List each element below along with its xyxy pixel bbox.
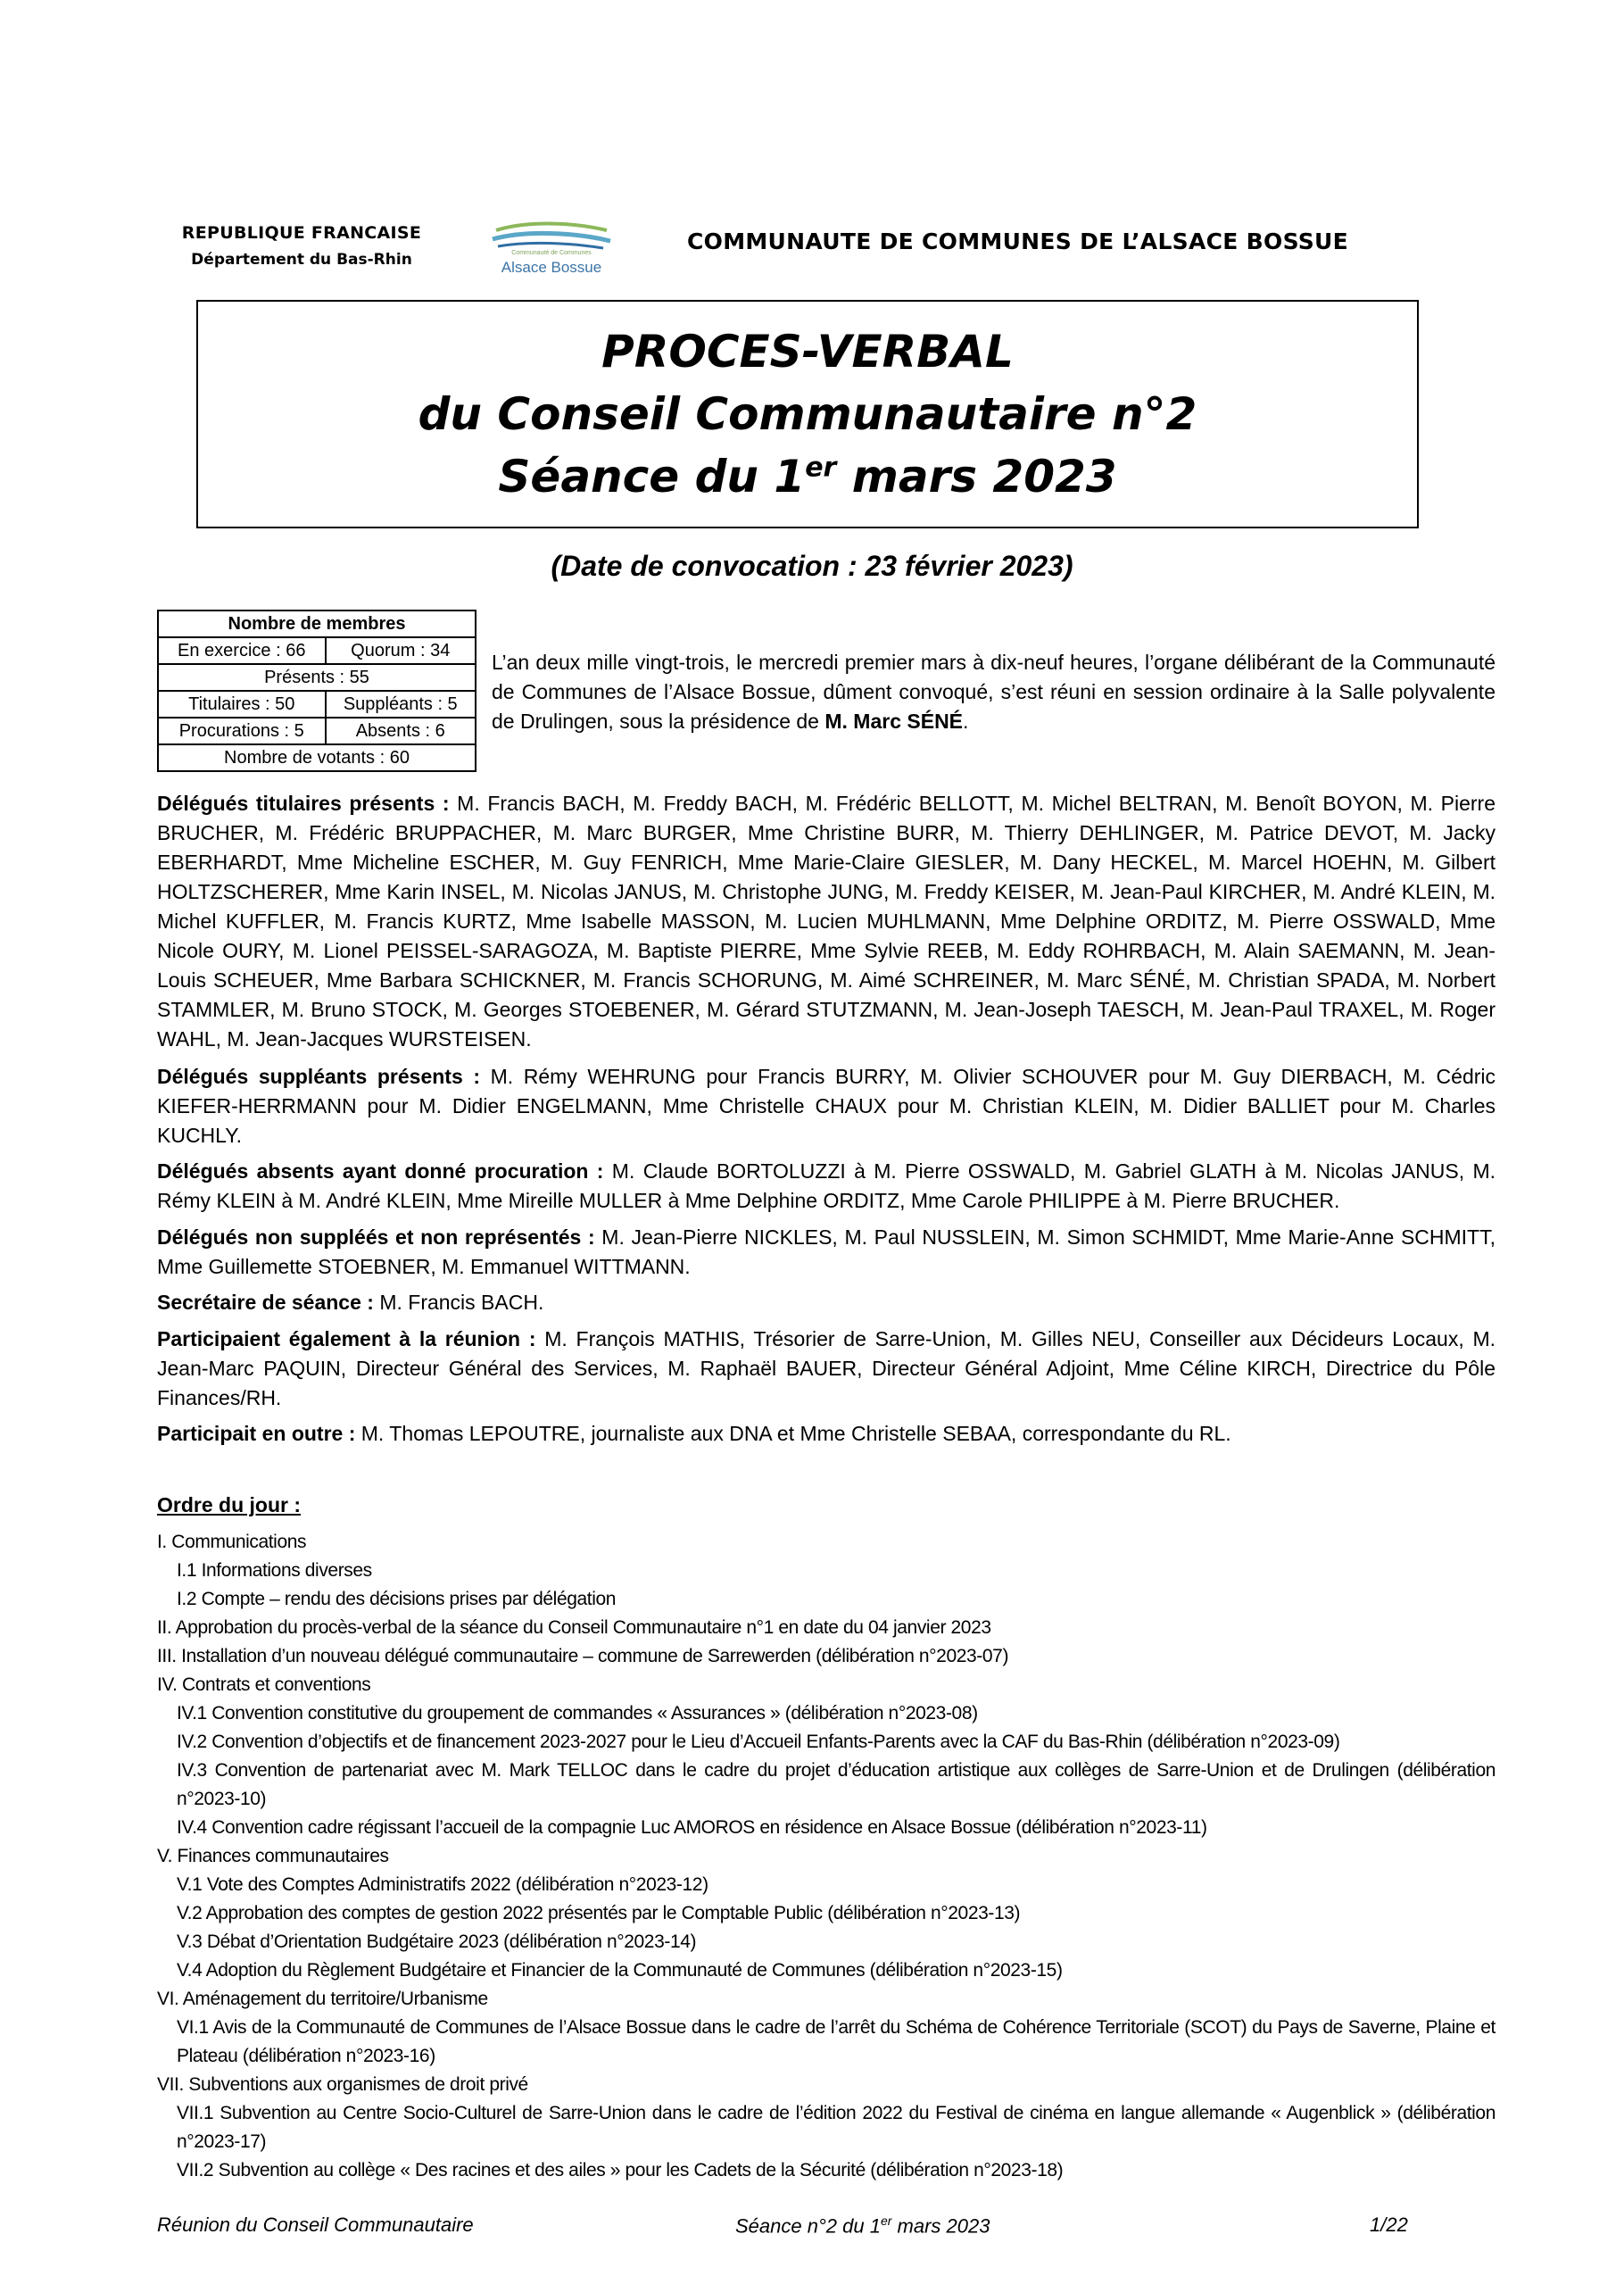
- footer-center-sup: er: [880, 2214, 892, 2228]
- agenda-item: IV.3 Convention de partenariat avec M. Mark TELLOC dans le cadre du projet d’éducation artistique aux collèges de Sarre-Union et de Drulingen (délibération n°2023-10): [177, 1760, 1496, 1809]
- convocation-date: [0, 550, 1624, 583]
- section-text: M. Rémy WEHRUNG pour Francis BURRY, M. Olivier SCHOUVER pour M. Guy DIERBACH, M. Cédric KIEFER-HERRMANN pour M. Didier ENGELMANN, Mme Christelle CHAUX pour M. Christian KLEIN, M. Didier BALLIET pour M. Charles KUCHLY.: [157, 1065, 1496, 1147]
- members-quorum: Quorum : 34: [326, 637, 476, 664]
- title-box: [196, 300, 1419, 528]
- section-presse: [157, 1419, 1496, 1449]
- agenda-item: IV.1 Convention constitutive du groupement de commandes « Assurances » (délibération n°2023-08): [177, 1703, 978, 1724]
- agenda-item: V.2 Approbation des comptes de gestion 2022 présentés par le Comptable Public (délibération n°2023-13): [177, 1903, 1021, 1923]
- members-table: [157, 610, 476, 772]
- section-label: Délégués non suppléés et non représentés :: [157, 1225, 595, 1249]
- agenda-item: IV.4 Convention cadre régissant l’accueil de la compagnie Luc AMOROS en résidence en Alsace Bossue (délibération n°2023-11): [177, 1817, 1207, 1838]
- ordre-du-jour-title: Ordre du jour :: [157, 1493, 301, 1516]
- title-line3: [498, 445, 1116, 508]
- footer-center-post: mars 2023: [891, 2214, 990, 2238]
- logo-small-text: Communauté de Communes: [511, 250, 592, 256]
- agenda-item: III. Installation d’un nouveau délégué communautaire – commune de Sarrewerden (délibération n°2023-07): [157, 1646, 1009, 1666]
- agenda-item: I.1 Informations diverses: [177, 1560, 372, 1581]
- footer-page-number: 1/22: [1370, 2214, 1408, 2236]
- agenda-item: VII.1 Subvention au Centre Socio-Culturel de Sarre-Union dans le cadre de l’édition 2022 du Festival de cinéma en langue allemande « Augenblick » (délibération n°2023-17): [177, 2103, 1496, 2152]
- section-titulaires: [157, 789, 1496, 1054]
- intro-president: M. Marc SÉNÉ: [824, 710, 964, 733]
- agenda-item: V.3 Débat d’Orientation Budgétaire 2023 (délibération n°2023-14): [177, 1931, 697, 1952]
- agenda-item: VII.2 Subvention au collège « Des racines et des ailes » pour les Cadets de la Sécurité (délibération n°2023-18): [177, 2160, 1064, 2180]
- republique-label: REPUBLIQUE FRANCAISE: [181, 223, 422, 243]
- agenda-list: [157, 1528, 1496, 2185]
- agenda-item: V. Finances communautaires: [157, 1846, 389, 1866]
- members-head: Nombre de membres: [158, 611, 476, 637]
- members-votants: Nombre de votants : 60: [158, 744, 476, 771]
- logo: [489, 218, 614, 280]
- header-left: [159, 220, 444, 273]
- section-text: M. Claude BORTOLUZZI à M. Pierre OSSWALD, M. Gabriel GLATH à M. Nicolas JANUS, M. Rémy KLEIN à M. André KLEIN, Mme Mireille MULLER à Mme Delphine ORDITZ, Mme Carole PHILIPPE à M. Pierre BRUCHER.: [157, 1159, 1496, 1212]
- section-text: M. Jean-Pierre NICKLES, M. Paul NUSSLEIN, M. Simon SCHMIDT, Mme Marie-Anne SCHMITT, Mme Guillemette STOEBNER, M. Emmanuel WITTMANN.: [157, 1225, 1496, 1278]
- convocation-text: (Date de convocation : 23 février 2023): [551, 550, 1073, 582]
- section-label: Participaient également à la réunion :: [157, 1327, 536, 1350]
- section-suppleants: [157, 1062, 1496, 1150]
- header-right: COMMUNAUTE DE COMMUNES DE L’ALSACE BOSSUE: [687, 228, 1349, 254]
- agenda-item: IV. Contrats et conventions: [157, 1674, 371, 1695]
- section-participants: [157, 1325, 1496, 1413]
- title-line3-sup: er: [805, 452, 837, 484]
- section-text: M. Thomas LEPOUTRE, journaliste aux DNA et Mme Christelle SEBAA, correspondante du RL.: [355, 1422, 1231, 1445]
- agenda-item: V.4 Adoption du Règlement Budgétaire et Financier de la Communauté de Communes (délibération n°2023-15): [177, 1960, 1063, 1981]
- section-label: Secrétaire de séance :: [157, 1291, 374, 1314]
- footer-center: [735, 2214, 990, 2238]
- agenda-item: VI.1 Avis de la Communauté de Communes de l’Alsace Bossue dans le cadre de l’arrêt du Schéma de Cohérence Territoriale (SCOT) du Pays de Saverne, Plaine et Plateau (délibération n°2023-16): [177, 2017, 1496, 2066]
- intro-text: L’an deux mille vingt-trois, le mercredi premier mars à dix-neuf heures, l’organe délibérant de la Communauté de Communes de l’Alsace Bossue, dûment convoqué, s’est réuni en session ordinaire à la Salle polyvalente de Drulingen, sous la présidence de: [492, 651, 1496, 733]
- section-text: M. Francis BACH.: [373, 1291, 544, 1314]
- section-non-representes: [157, 1223, 1496, 1282]
- section-text: M. Francis BACH, M. Freddy BACH, M. Frédéric BELLOTT, M. Michel BELTRAN, M. Benoît BOYON, M. Pierre BRUCHER, M. Frédéric BRUPPACHER, M. Marc BURGER, Mme Christine BURR, M. Thierry DEHLINGER, M. Patrice DEVOT, M. Jacky EBERHARDT, Mme Micheline ESCHER, M. Guy FENRICH, Mme Marie-Claire GIESLER, M. Dany HECKEL, M. Marcel HOEHN, M. Gilbert HOLTZSCHERER, Mme Karin INSEL, M. Nicolas JANUS, M. Christophe JUNG, M. Freddy KEISER, M. Jean-Paul KIRCHER, M. André KLEIN, M. Michel KUFFLER, M. Francis KURTZ, Mme Isabelle MASSON, M. Lucien MUHLMANN, Mme Delphine ORDITZ, M. Pierre OSSWALD, Mme Nicole OURY, M. Lionel PEISSEL-SARAGOZA, M. Baptiste PIERRE, Mme Sylvie REEB, M. Eddy ROHRBACH, M. Alain SAEMANN, M. Jean-Louis SCHEUER, Mme Barbara SCHICKNER, M. Francis SCHORUNG, M. Aimé SCHREINER, M. Marc SÉNÉ, M. Christian SPADA, M. Norbert STAMMLER, M. Bruno STOCK, M. Georges STOEBENER, M. Gérard STUTZMANN, M. Jean-Joseph TAESCH, M. Jean-Paul TRAXEL, M. Roger WAHL, M. Jean-Jacques WURSTEISEN.: [157, 792, 1496, 1051]
- members-titulaires: Titulaires : 50: [158, 691, 326, 718]
- members-absents: Absents : 6: [326, 718, 476, 744]
- members-suppleants: Suppléants : 5: [326, 691, 476, 718]
- agenda-item: II. Approbation du procès-verbal de la séance du Conseil Communautaire n°1 en date du 04 janvier 2023: [157, 1617, 991, 1638]
- members-procurations: Procurations : 5: [158, 718, 326, 744]
- footer-center-pre: Séance n°2 du 1: [735, 2214, 881, 2238]
- title-line3-post: mars 2023: [836, 451, 1117, 503]
- section-text: M. François MATHIS, Trésorier de Sarre-Union, M. Gilles NEU, Conseiller aux Décideurs Locaux, M. Jean-Marc PAQUIN, Directeur Général des Services, M. Raphaël BAUER, Directeur Général Adjoint, Mme Céline KIRCH, Directrice du Pôle Finances/RH.: [157, 1327, 1496, 1409]
- section-label: Délégués suppléants présents :: [157, 1065, 481, 1088]
- agenda-item: V.1 Vote des Comptes Administratifs 2022 (délibération n°2023-12): [177, 1874, 708, 1895]
- agenda-item: VII. Subventions aux organismes de droit privé: [157, 2074, 528, 2095]
- footer-left: Réunion du Conseil Communautaire: [157, 2214, 474, 2236]
- section-label: Participait en outre :: [157, 1422, 356, 1445]
- title-line2: du Conseil Communautaire n°2: [418, 388, 1197, 440]
- agenda-item: VI. Aménagement du territoire/Urbanisme: [157, 1989, 488, 2009]
- section-label: Délégués absents ayant donné procuration :: [157, 1159, 604, 1183]
- intro-end: .: [963, 710, 969, 733]
- agenda-item: IV.2 Convention d’objectifs et de financement 2023-2027 pour le Lieu d’Accueil Enfants-Parents avec la CAF du Bas-Rhin (délibération n°2023-09): [177, 1732, 1340, 1752]
- departement-label: Département du Bas-Rhin: [191, 251, 412, 269]
- intro-paragraph: [492, 648, 1496, 736]
- title-line1: PROCES-VERBAL: [601, 326, 1014, 378]
- agenda-item: I. Communications: [157, 1532, 307, 1552]
- agenda-item: I.2 Compte – rendu des décisions prises par délégation: [177, 1589, 617, 1609]
- logo-text: Alsace Bossue: [501, 259, 602, 276]
- members-presents: Présents : 55: [158, 664, 476, 691]
- section-secretaire: [157, 1288, 1496, 1317]
- members-exercice: En exercice : 66: [158, 637, 326, 664]
- section-procurations: [157, 1157, 1496, 1216]
- title-line3-pre: Séance du 1: [498, 451, 806, 503]
- section-label: Délégués titulaires présents :: [157, 792, 450, 815]
